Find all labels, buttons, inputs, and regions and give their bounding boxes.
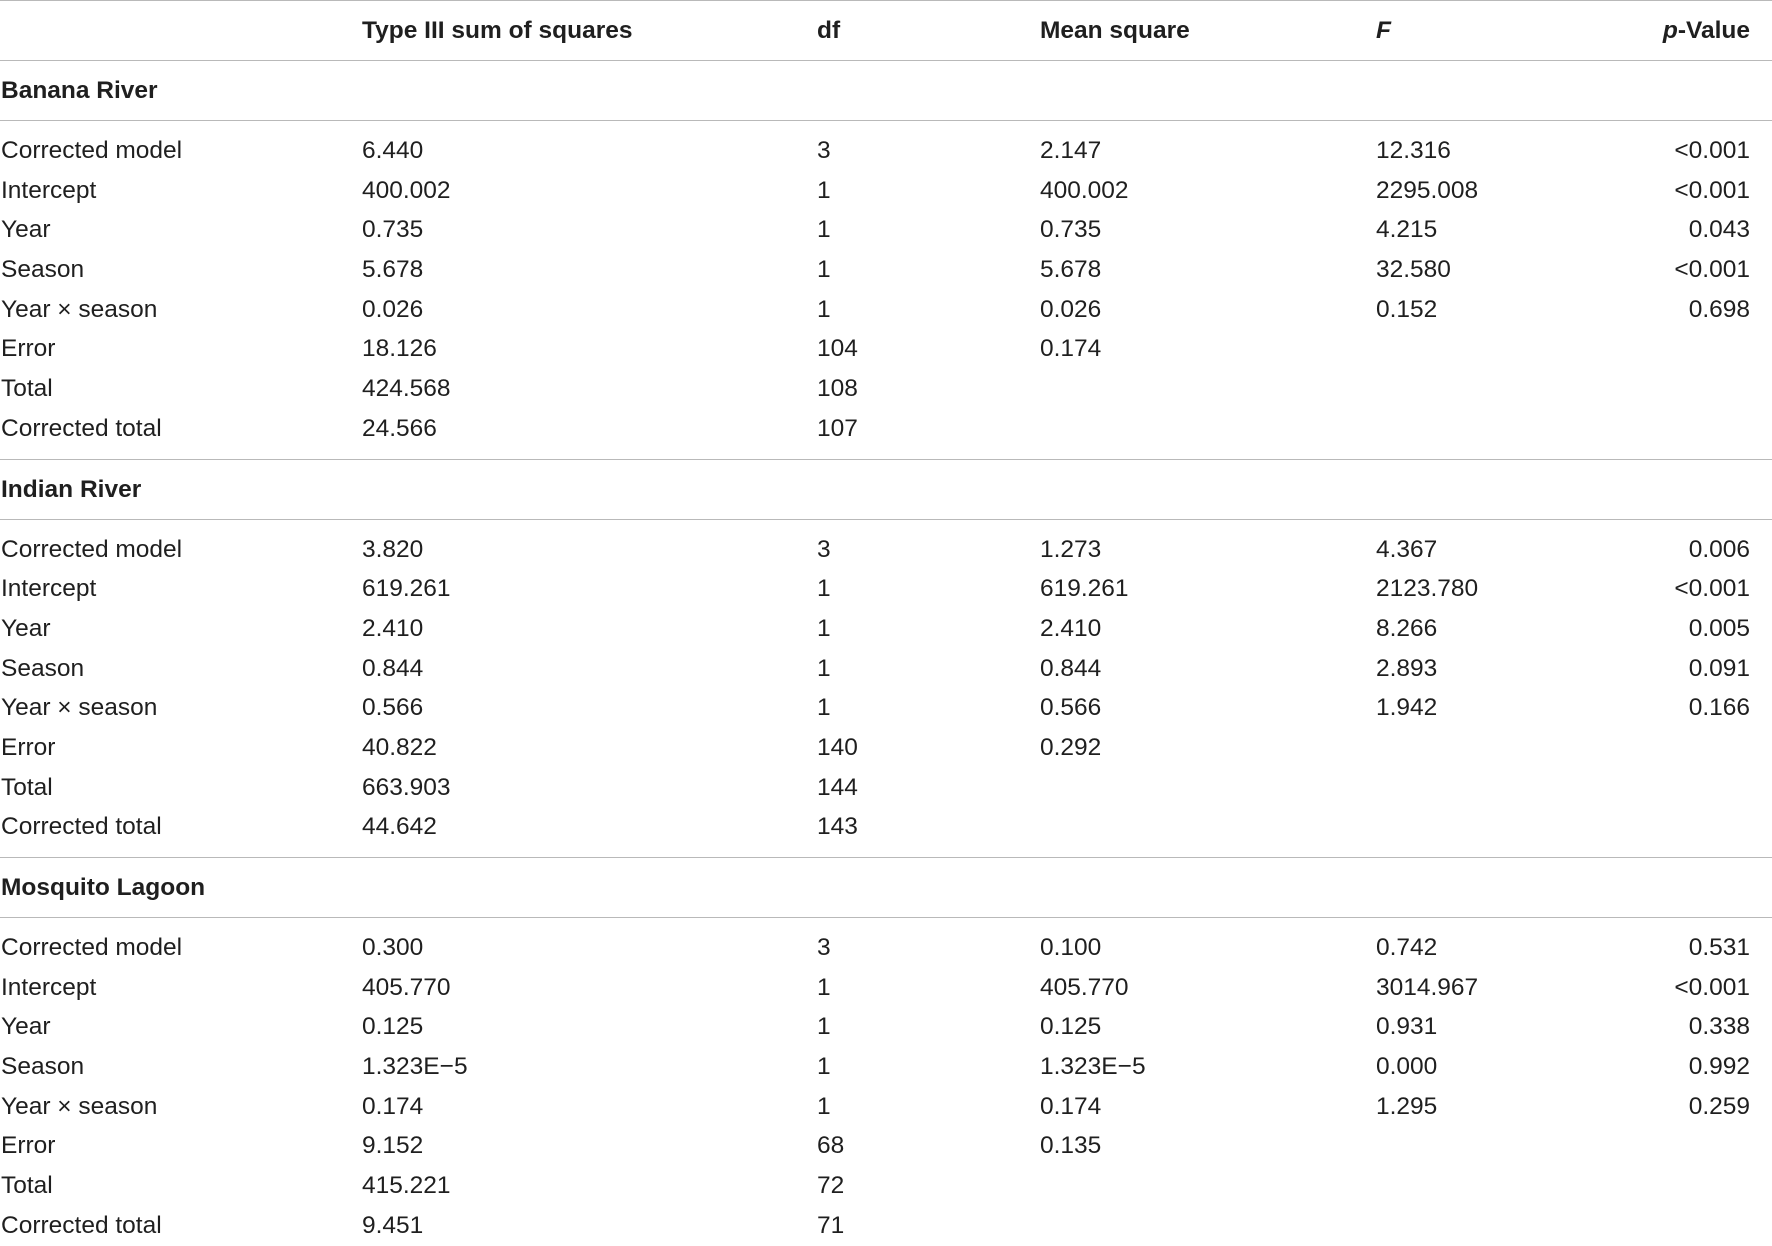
table-row xyxy=(0,409,1772,449)
effect-cell: Year xyxy=(1,1013,51,1041)
effect-cell: Year × season xyxy=(1,295,158,323)
effect-cell: Year xyxy=(1,216,51,244)
ms-cell: 5.678 xyxy=(1040,256,1102,284)
table-row xyxy=(0,530,1772,570)
ms-cell: 1.273 xyxy=(1040,535,1102,563)
f-cell: 0.152 xyxy=(1376,295,1438,323)
section-body-mosquito-lagoon xyxy=(0,928,1772,1246)
effect-cell: Total xyxy=(1,375,53,403)
table-row xyxy=(0,569,1772,609)
df-cell: 140 xyxy=(817,733,858,761)
effect-cell: Corrected total xyxy=(1,1211,162,1239)
df-cell: 1 xyxy=(817,973,831,1001)
table-row xyxy=(0,968,1772,1008)
df-cell: 3 xyxy=(817,535,831,563)
df-cell: 1 xyxy=(817,1092,831,1120)
section-title-indian-river xyxy=(0,459,1772,520)
effect-cell: Corrected total xyxy=(1,414,162,442)
header-p-rest: -Value xyxy=(1677,17,1750,44)
ss-cell: 5.678 xyxy=(362,256,424,284)
ms-cell: 0.735 xyxy=(1040,216,1102,244)
table-row xyxy=(0,688,1772,728)
effect-cell: Intercept xyxy=(1,176,97,204)
header-df: df xyxy=(817,17,841,44)
ms-cell: 619.261 xyxy=(1040,575,1129,603)
effect-cell: Season xyxy=(1,256,85,284)
table-row xyxy=(0,1166,1772,1206)
effect-cell: Total xyxy=(1,773,53,801)
header-f xyxy=(1376,1,1391,61)
f-cell: 0.931 xyxy=(1376,1013,1438,1041)
ss-cell: 0.566 xyxy=(362,694,424,722)
ms-cell: 0.125 xyxy=(1040,1013,1102,1041)
table-row xyxy=(0,768,1772,808)
f-cell: 2123.780 xyxy=(1376,575,1479,603)
table-row xyxy=(0,728,1772,768)
f-cell: 4.367 xyxy=(1376,535,1438,563)
section-title-mosquito-lagoon xyxy=(0,857,1772,918)
df-cell: 107 xyxy=(817,414,858,442)
effect-cell: Error xyxy=(1,335,56,363)
header-p-italic: p xyxy=(1662,17,1678,44)
effect-cell: Corrected model xyxy=(1,934,183,961)
table-row xyxy=(0,609,1772,649)
df-cell: 1 xyxy=(817,295,831,323)
df-cell: 71 xyxy=(817,1211,845,1239)
effect-cell: Corrected total xyxy=(1,813,162,841)
table-row xyxy=(0,1047,1772,1087)
p-cell: 0.992 xyxy=(1688,1053,1750,1081)
ms-cell: 1.323E−5 xyxy=(1040,1053,1146,1081)
ss-cell: 400.002 xyxy=(362,176,451,204)
p-cell: <0.001 xyxy=(1674,256,1750,284)
f-cell: 0.000 xyxy=(1376,1053,1438,1081)
section-title-banana-river xyxy=(0,61,1772,121)
p-cell: 0.091 xyxy=(1688,654,1750,682)
df-cell: 1 xyxy=(817,176,831,204)
table-row xyxy=(0,1087,1772,1127)
table-row xyxy=(0,1206,1772,1246)
f-cell: 2295.008 xyxy=(1376,176,1479,204)
ss-cell: 0.735 xyxy=(362,216,424,244)
f-cell: 32.580 xyxy=(1376,256,1451,284)
ss-cell: 24.566 xyxy=(362,414,437,442)
p-cell: 0.043 xyxy=(1688,216,1750,244)
f-cell: 8.266 xyxy=(1376,614,1438,642)
ss-cell: 0.026 xyxy=(362,295,424,323)
section-title: Banana River xyxy=(1,77,158,104)
f-cell: 0.742 xyxy=(1376,934,1438,961)
table-row xyxy=(0,290,1772,330)
ms-cell: 0.100 xyxy=(1040,934,1102,961)
f-cell: 12.316 xyxy=(1376,137,1451,164)
f-cell: 3014.967 xyxy=(1376,973,1479,1001)
effect-cell: Season xyxy=(1,1053,85,1081)
df-cell: 104 xyxy=(817,335,858,363)
ss-cell: 405.770 xyxy=(362,973,451,1001)
effect-cell: Year xyxy=(1,614,51,642)
ms-cell: 0.566 xyxy=(1040,694,1102,722)
df-cell: 144 xyxy=(817,773,858,801)
df-cell: 3 xyxy=(817,137,831,164)
df-cell: 108 xyxy=(817,375,858,403)
ss-cell: 0.125 xyxy=(362,1013,424,1041)
f-cell: 1.942 xyxy=(1376,694,1438,722)
df-cell: 1 xyxy=(817,256,831,284)
ms-cell: 0.135 xyxy=(1040,1132,1102,1160)
df-cell: 1 xyxy=(817,1053,831,1081)
ms-cell: 0.174 xyxy=(1040,335,1102,363)
section-body-banana-river xyxy=(0,131,1772,449)
effect-cell: Corrected model xyxy=(1,535,183,563)
effect-cell: Year × season xyxy=(1,694,158,722)
header-f-text: F xyxy=(1376,17,1391,44)
df-cell: 68 xyxy=(817,1132,845,1160)
table-row xyxy=(0,1007,1772,1047)
ss-cell: 619.261 xyxy=(362,575,451,603)
effect-cell: Corrected model xyxy=(1,137,183,164)
df-cell: 3 xyxy=(817,934,831,961)
effect-cell: Error xyxy=(1,733,56,761)
ms-cell: 0.292 xyxy=(1040,733,1102,761)
p-cell: <0.001 xyxy=(1674,575,1750,603)
ss-cell: 1.323E−5 xyxy=(362,1053,468,1081)
p-cell: <0.001 xyxy=(1674,176,1750,204)
p-cell: 0.006 xyxy=(1688,535,1750,563)
ss-cell: 18.126 xyxy=(362,335,437,363)
table-row xyxy=(0,1126,1772,1166)
table-row xyxy=(0,649,1772,689)
table-row xyxy=(0,250,1772,290)
header-sum-of-squares: Type III sum of squares xyxy=(362,17,633,44)
df-cell: 1 xyxy=(817,575,831,603)
ss-cell: 0.300 xyxy=(362,934,424,961)
effect-cell: Year × season xyxy=(1,1092,158,1120)
p-cell: <0.001 xyxy=(1674,973,1750,1001)
effect-cell: Season xyxy=(1,654,85,682)
ms-cell: 0.844 xyxy=(1040,654,1102,682)
ss-cell: 9.152 xyxy=(362,1132,424,1160)
p-cell: 0.338 xyxy=(1688,1013,1750,1041)
effect-cell: Intercept xyxy=(1,973,97,1001)
table-header-row xyxy=(0,1,1772,61)
p-cell: 0.259 xyxy=(1688,1092,1750,1120)
table-row xyxy=(0,210,1772,250)
ms-cell: 2.147 xyxy=(1040,137,1102,164)
ss-cell: 44.642 xyxy=(362,813,437,841)
ss-cell: 6.440 xyxy=(362,137,424,164)
section-title: Indian River xyxy=(1,475,142,503)
ms-cell: 400.002 xyxy=(1040,176,1129,204)
ss-cell: 415.221 xyxy=(362,1172,451,1200)
table-row xyxy=(0,171,1772,211)
df-cell: 1 xyxy=(817,216,831,244)
df-cell: 1 xyxy=(817,654,831,682)
ss-cell: 9.451 xyxy=(362,1211,424,1239)
table-row xyxy=(0,131,1772,171)
df-cell: 143 xyxy=(817,813,858,841)
ms-cell: 405.770 xyxy=(1040,973,1129,1001)
table-row xyxy=(0,928,1772,968)
effect-cell: Intercept xyxy=(1,575,97,603)
f-cell: 4.215 xyxy=(1376,216,1438,244)
table-row xyxy=(0,807,1772,847)
p-cell: 0.531 xyxy=(1688,934,1750,961)
p-cell: 0.005 xyxy=(1688,614,1750,642)
effect-cell: Error xyxy=(1,1132,56,1160)
p-cell: 0.166 xyxy=(1688,694,1750,722)
effect-cell: Total xyxy=(1,1172,53,1200)
ms-cell: 0.026 xyxy=(1040,295,1102,323)
ss-cell: 2.410 xyxy=(362,614,424,642)
ss-cell: 40.822 xyxy=(362,733,437,761)
table-row xyxy=(0,329,1772,369)
f-cell: 1.295 xyxy=(1376,1092,1438,1120)
ss-cell: 0.174 xyxy=(362,1092,424,1120)
ss-cell: 424.568 xyxy=(362,375,451,403)
df-cell: 1 xyxy=(817,614,831,642)
ms-cell: 2.410 xyxy=(1040,614,1102,642)
p-cell: <0.001 xyxy=(1674,137,1750,164)
section-title: Mosquito Lagoon xyxy=(1,874,206,901)
ms-cell: 0.174 xyxy=(1040,1092,1102,1120)
ss-cell: 0.844 xyxy=(362,654,424,682)
ss-cell: 3.820 xyxy=(362,535,424,563)
header-mean-square: Mean square xyxy=(1040,17,1190,44)
ss-cell: 663.903 xyxy=(362,773,451,801)
section-body-indian-river xyxy=(0,530,1772,848)
df-cell: 72 xyxy=(817,1172,845,1200)
df-cell: 1 xyxy=(817,694,831,722)
p-cell: 0.698 xyxy=(1688,295,1750,323)
table-row xyxy=(0,369,1772,409)
f-cell: 2.893 xyxy=(1376,654,1438,682)
df-cell: 1 xyxy=(817,1013,831,1041)
header-p-value xyxy=(1663,1,1750,61)
